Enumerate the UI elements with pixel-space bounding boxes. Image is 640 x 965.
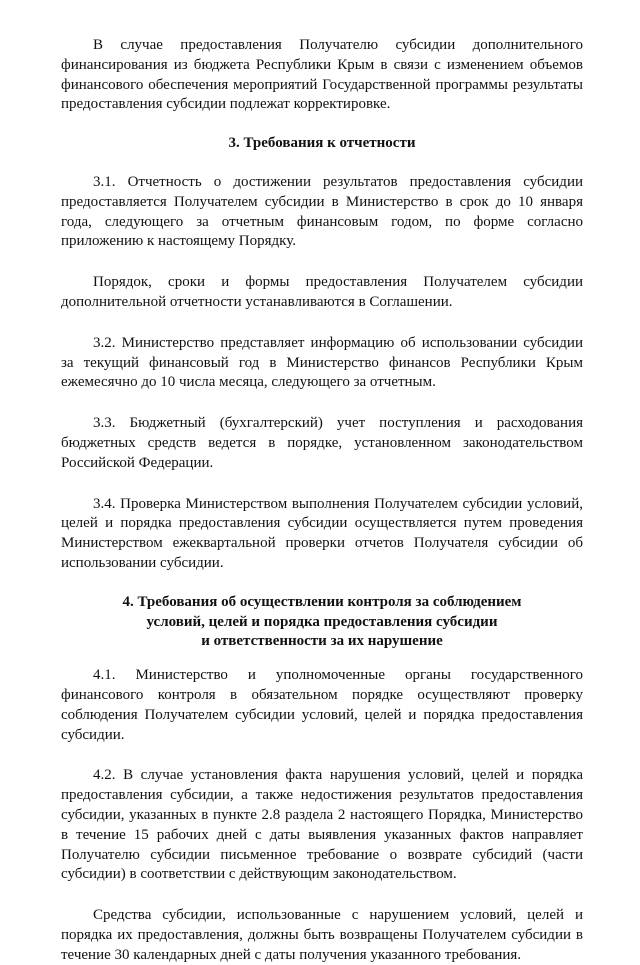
paragraph-additional-reporting: Порядок, сроки и формы предоставления Получателем субсидии дополнительной отчетности устанавливаются в Соглашении. bbox=[61, 274, 583, 310]
paragraph-4-1: 4.1. Министерство и уполномоченные органы государственного финансового контроля в обязательном порядке осуществляют проверку соблюдения Получателем субсидии условий, целей и порядка предоставления субсидии. bbox=[61, 667, 583, 743]
section-4-heading-line-3: и ответственности за их нарушение bbox=[201, 633, 443, 650]
section-3-heading-text: 3. Требования к отчетности bbox=[228, 135, 416, 152]
section-4-heading-line-1: 4. Требования об осуществлении контроля за соблюдением bbox=[122, 593, 522, 610]
paragraph-4-2: 4.2. В случае установления факта нарушения условий, целей и порядка предоставления субсидии, а также недостижения результатов предоставления субсидии, указанных в пункте 2.8 раздела 2 настоящего Порядка, Министерство в течение 15 рабочих дней с даты выявления указанных фактов направляет Получателю субсидии письменное требование о возврате субсидий (части субсидии) в соответствии с действующим законодательством. bbox=[61, 767, 583, 883]
section-4-heading bbox=[61, 593, 583, 652]
paragraph-refund: Средства субсидии, использованные с нарушением условий, целей и порядка их предоставления, должны быть возвращены Получателем субсидии в течение 30 календарных дней с даты получения указанного требования. bbox=[61, 907, 583, 963]
paragraph-3-3: 3.3. Бюджетный (бухгалтерский) учет поступления и расходования бюджетных средств ведется в порядке, установленном законодательством Российской Федерации. bbox=[61, 415, 583, 471]
paragraph-3-4: 3.4. Проверка Министерством выполнения Получателем субсидии условий, целей и порядка предоставления субсидии осуществляется путем проведения Министерством ежеквартальной проверки отчетов Получателя субсидии об использовании субсидии. bbox=[61, 495, 583, 571]
paragraph-3-1: 3.1. Отчетность о достижении результатов предоставления субсидии предоставляется Получателем субсидии в Министерство в срок до 10 января года, следующего за отчетным финансовым годом, по форме согласно приложению к настоящему Порядку. bbox=[61, 173, 583, 250]
paragraph-3-2: 3.2. Министерство представляет информацию об использовании субсидии за текущий финансовый год в Министерство финансов Республики Крым ежемесячно до 10 числа месяца, следующего за отчетным. bbox=[61, 334, 583, 391]
section-3-heading bbox=[61, 134, 583, 154]
paragraph-additional-funding: В случае предоставления Получателю субсидии дополнительного финансирования из бюджета Республики Крым в связи с изменением объемов финансового обеспечения мероприятий Государственной программы результаты предоставления субсидии подлежат корректировке. bbox=[61, 37, 583, 113]
section-4-heading-line-2: условий, целей и порядка предоставления субсидии bbox=[146, 613, 498, 630]
document-page bbox=[61, 36, 583, 965]
